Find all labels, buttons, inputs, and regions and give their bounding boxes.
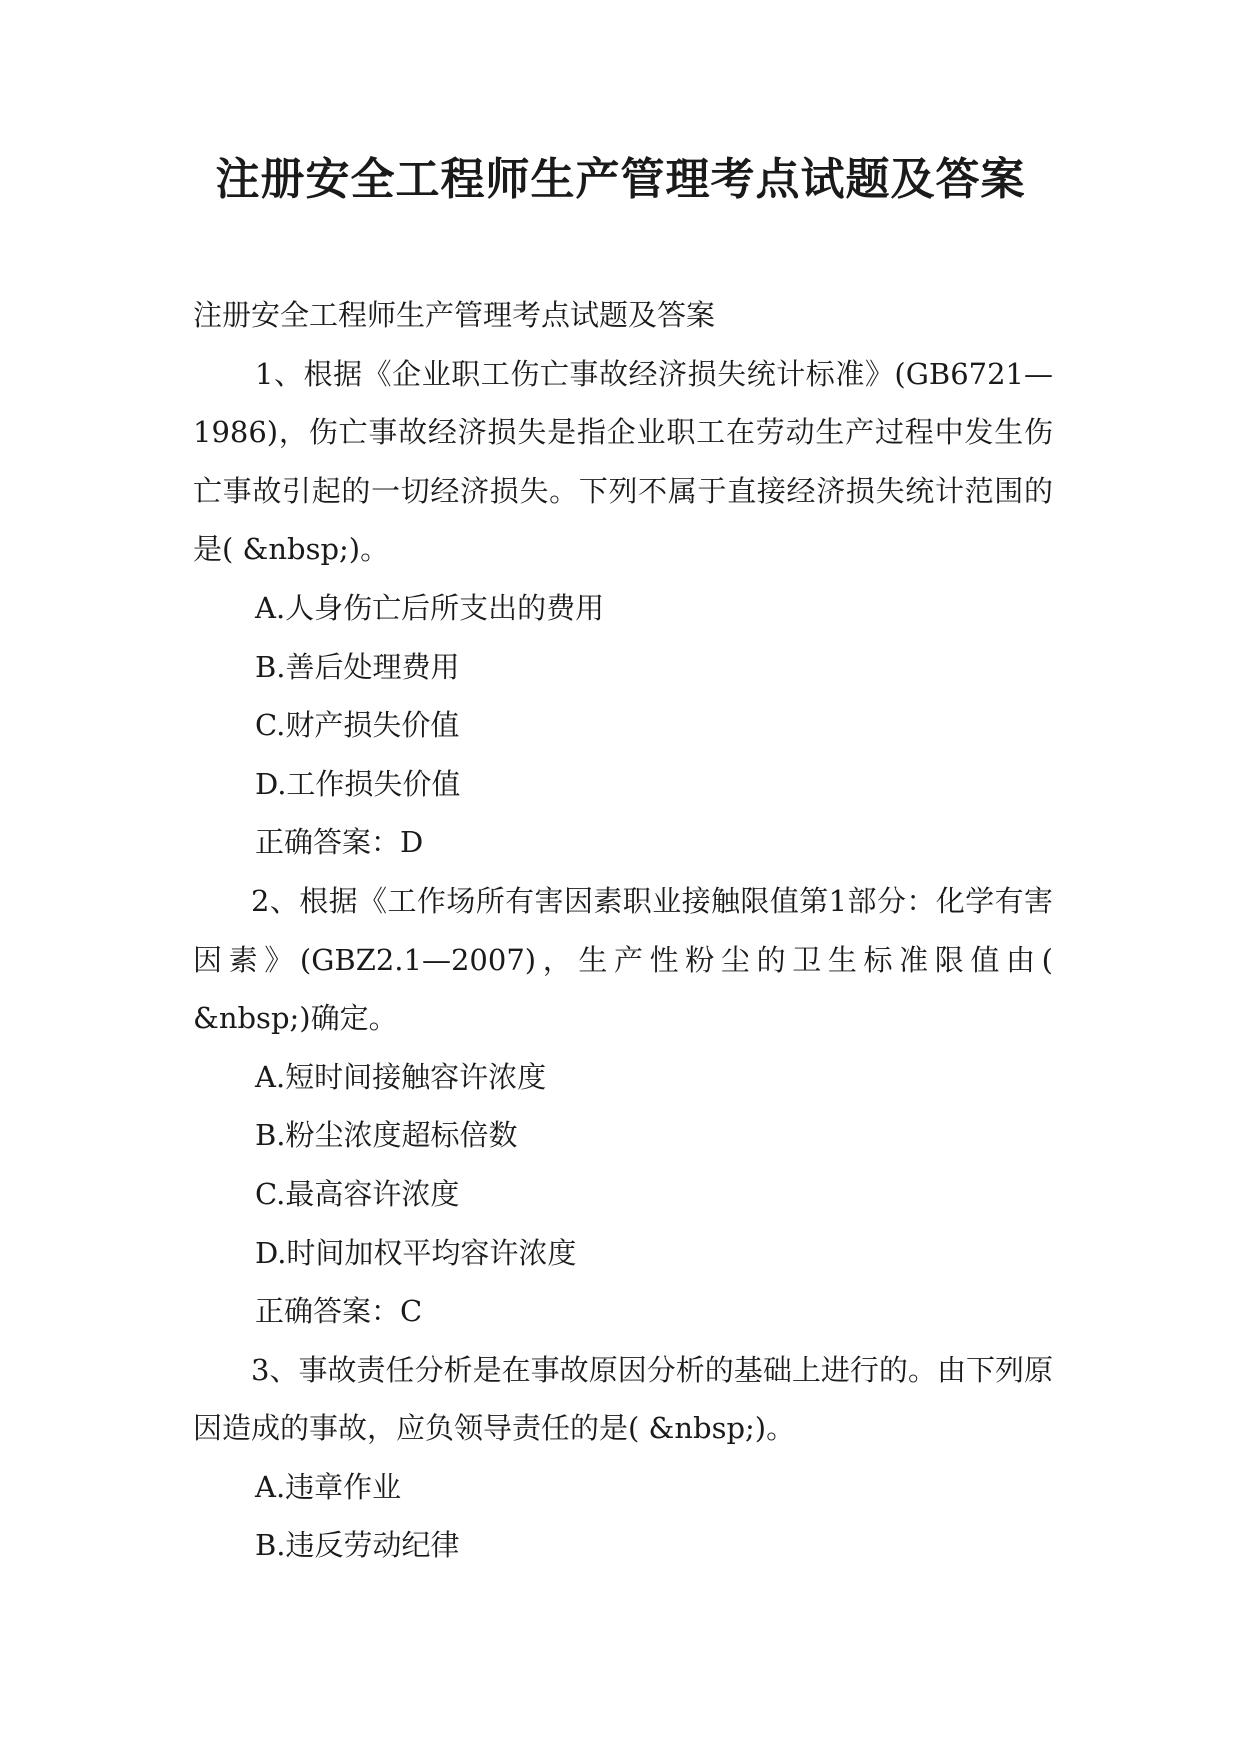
correct-answer: 正确答案：D xyxy=(255,825,424,860)
option-a: A.人身伤亡后所支出的费用 xyxy=(255,590,605,625)
option-d: D.工作损失价值 xyxy=(255,766,461,801)
question-3 xyxy=(193,1341,1053,1575)
question-stem: 1、根据《企业职工伤亡事故经济损失统计标准》(GB6721—1986)，伤亡事故经济损失是指企业职工在劳动生产过程中发生伤亡事故引起的一切经济损失。下列不属于直接经济损失统计范围的是( &nbsp;)。 xyxy=(193,356,1053,567)
question-stem: 3、事故责任分析是在事故原因分析的基础上进行的。由下列原因造成的事故，应负领导责任的是( &nbsp;)。 xyxy=(193,1352,1053,1446)
option-b: B.粉尘浓度超标倍数 xyxy=(255,1118,518,1153)
question-2 xyxy=(193,872,1053,1341)
question-1 xyxy=(193,345,1053,872)
option-d: D.时间加权平均容许浓度 xyxy=(255,1235,577,1270)
option-a: A.违章作业 xyxy=(255,1469,402,1504)
option-c: C.最高容许浓度 xyxy=(255,1176,460,1211)
option-c: C.财产损失价值 xyxy=(255,708,460,743)
correct-answer: 正确答案：C xyxy=(255,1294,423,1329)
option-b: B.善后处理费用 xyxy=(255,649,460,684)
document-title: 注册安全工程师生产管理考点试题及答案 xyxy=(215,154,1026,205)
document-subtitle: 注册安全工程师生产管理考点试题及答案 xyxy=(193,298,716,332)
question-stem: 2、根据《工作场所有害因素职业接触限值第1部分：化学有害因素》(GBZ2.1—2007)，生产性粉尘的卫生标准限值由( &nbsp;)确定。 xyxy=(193,883,1053,1036)
document-body xyxy=(193,286,1053,1575)
option-a: A.短时间接触容许浓度 xyxy=(255,1059,547,1094)
option-b: B.违反劳动纪律 xyxy=(255,1528,460,1563)
